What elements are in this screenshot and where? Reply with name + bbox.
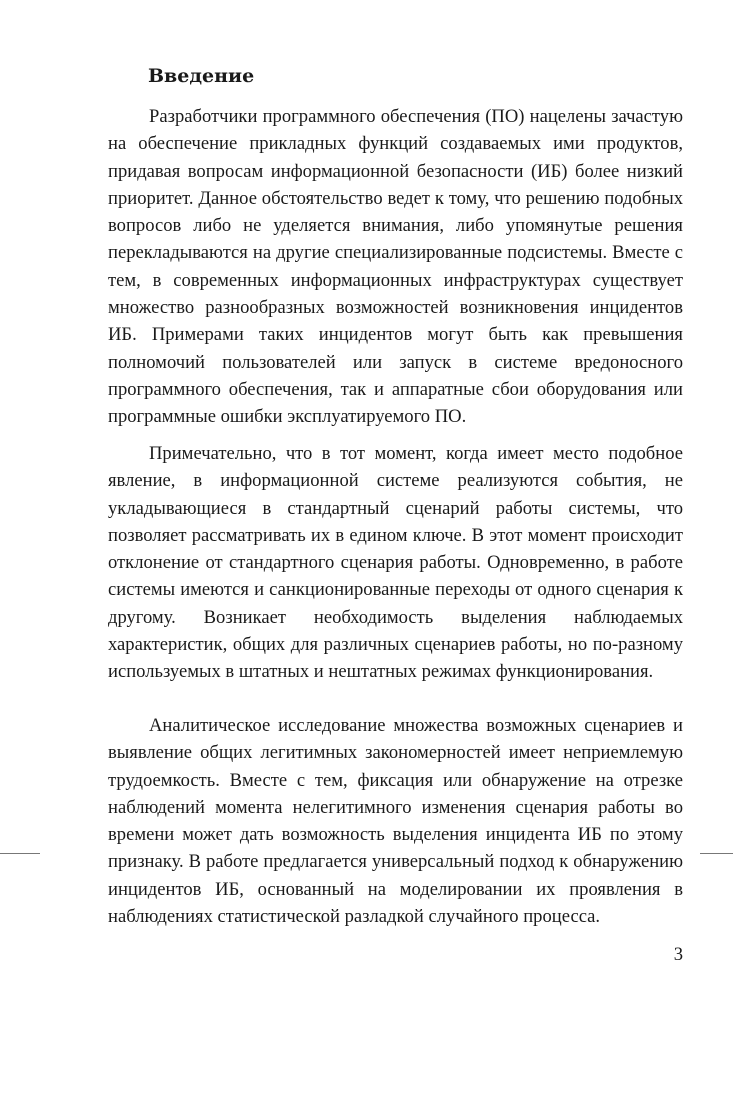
scan-artifact-left	[0, 853, 40, 854]
paragraph-1: Разработчики программного обеспечения (ПО) нацелены зачастую на обеспечение прикладных функций создаваемых ими продуктов, придавая вопросам информационной безопасности (ИБ) более низкий приоритет. Данное обстоятельство ведет к тому, что решению подобных вопросов либо не уделяется внимания, либо упомянутые решения перекладываются на другие специализированные подсистемы. Вместе с тем, в современных информационных инфраструктурах существует множество разнообразных возможностей возникновения инцидентов ИБ. Примерами таких инцидентов могут быть как превышения полномочий пользователей или запуск в системе вредоносного программного обеспечения, так и аппаратные сбои оборудования или программные ошибки эксплуатируемого ПО.	[108, 106, 683, 428]
paragraph-2: Примечательно, что в тот момент, когда имеет место подобное явление, в информационной системе реализуются события, не укладывающиеся в стандартный сценарий работы системы, что позволяет рассматривать их в едином ключе. В этот момент происходит отклонение от стандартного сценария работы. Одновременно, в работе системы имеются и санкционированные переходы от одного сценария к другому. Возникает необходимость выделения наблюдаемых характеристик, общих для различных сценариев работы, но по-разному используемых в штатных и нештатных режимах функционирования.	[108, 443, 683, 683]
page-number: 3	[673, 944, 683, 965]
scan-artifact-right	[700, 853, 733, 854]
section-heading: Введение	[148, 65, 255, 87]
paragraph-3: Аналитическое исследование множества возможных сценариев и выявление общих легитимных закономерностей имеет неприемлемую трудоемкость. Вместе с тем, фиксация или обнаружение на отрезке наблюдений момента нелегитимного изменения сценария работы во времени может дать возможность выделения инцидента ИБ по этому признаку. В работе предлагается универсальный подход к обнаружению инцидентов ИБ, основанный на моделировании их проявления в наблюдениях статистической разладкой случайного процесса.	[108, 715, 683, 928]
